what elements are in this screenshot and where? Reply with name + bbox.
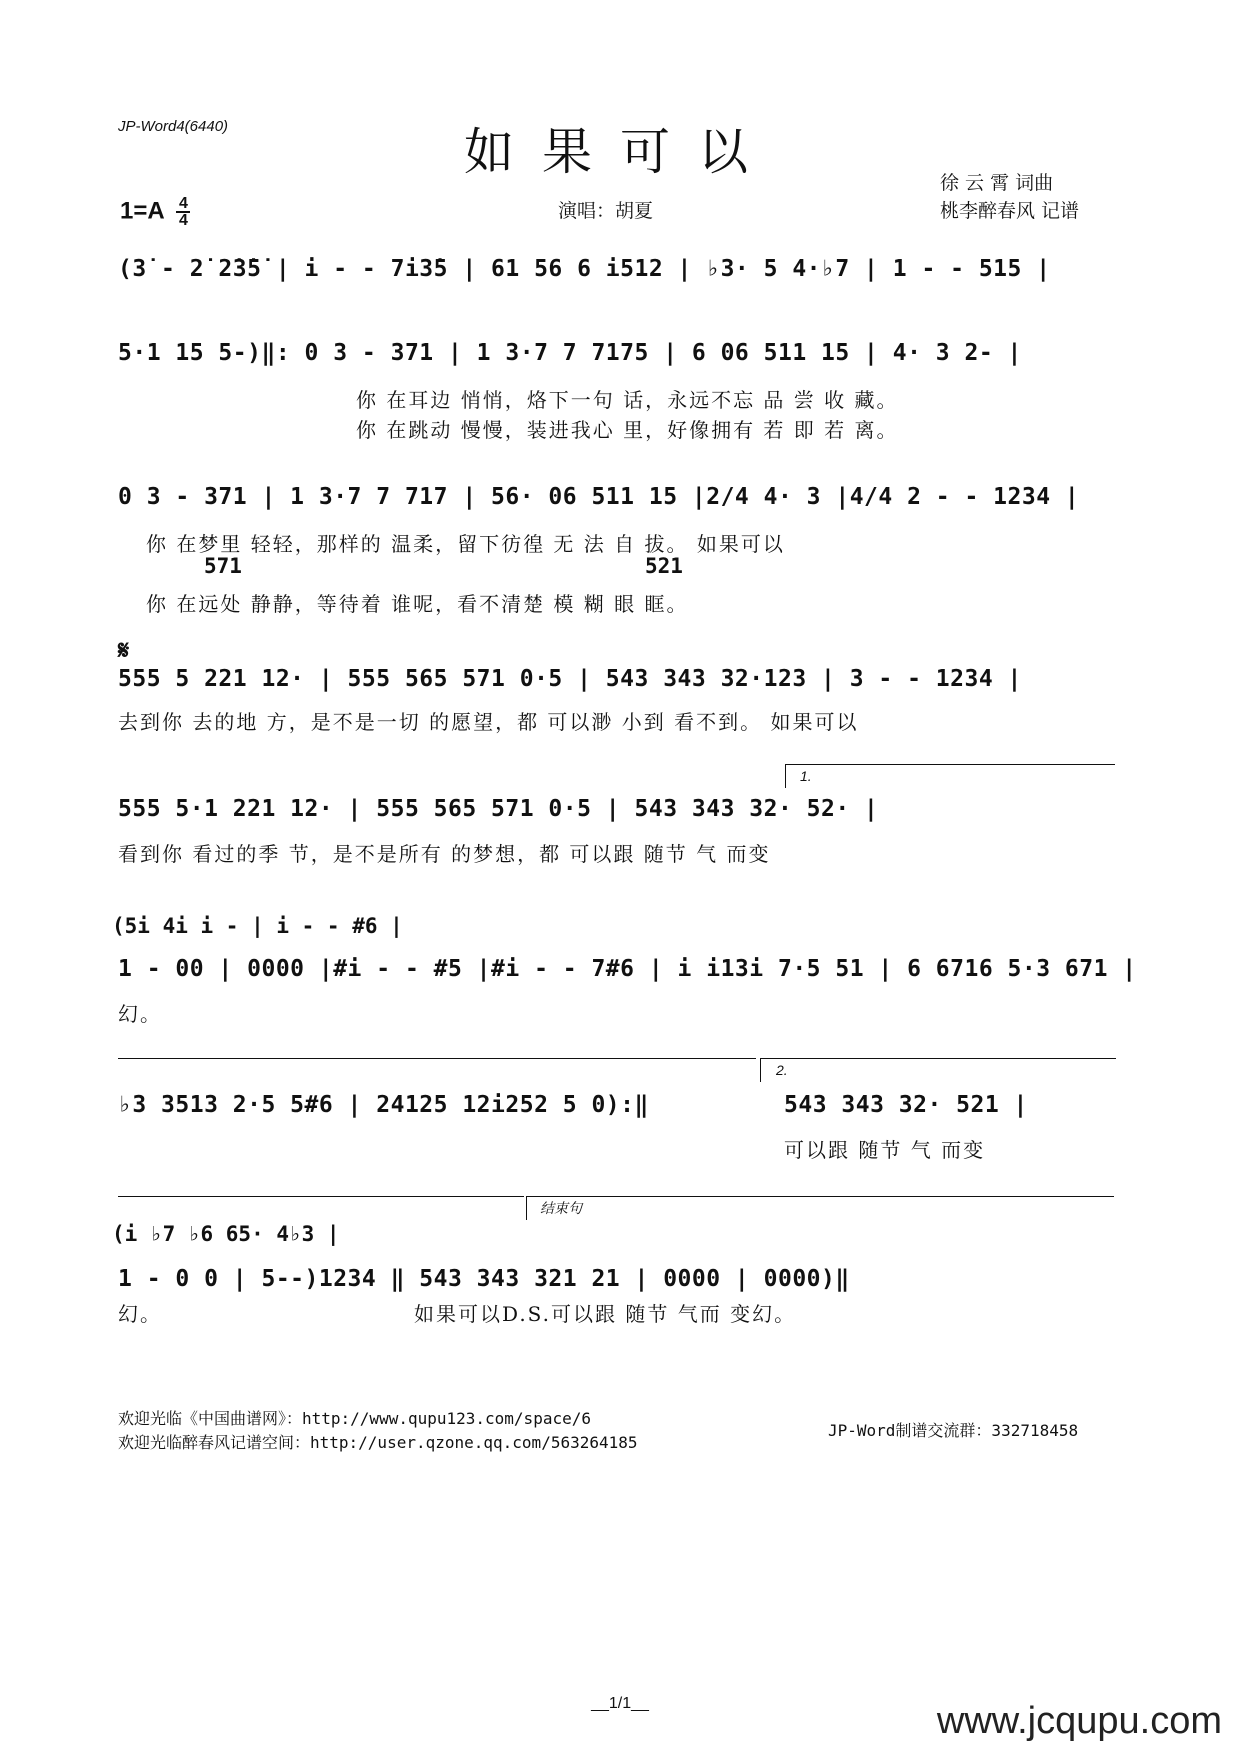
- lyric-line-3-verse-2: 你 在远处 静静，等待着 谁呢，看不清楚 模 糊 眼 眶。: [146, 592, 689, 616]
- ending-bracket: [526, 1196, 1114, 1197]
- score-line-6: 1 - 00 | 0000 |#i - - #5 |#i - - 7#6 | i i13i 7·5 51 | 6 6716 5·3 671 |: [118, 956, 1137, 982]
- score-line-4: 555 5 221 12· | 555 565 571 0·5 | 543 343 32·123 | 3 - - 1234 |: [118, 666, 1022, 692]
- lyric-line-4: 去到你 去的地 方，是不是一切 的愿望，都 可以渺 小到 看不到。 如果可以: [118, 710, 859, 734]
- score-line-3: 0 3 - 371 | 1 3·7 7 717 | 56· 06 511 15 |2/4 4· 3 |4/4 2 - - 1234 |: [118, 484, 1080, 510]
- alt-notes-1: 571: [204, 554, 242, 578]
- lyric-line-5: 看到你 看过的季 节，是不是所有 的梦想，都 可以跟 随节 气 而变: [118, 842, 771, 866]
- lyric-line-6: 幻。: [118, 1002, 162, 1026]
- footer-link-qupu[interactable]: 欢迎光临《中国曲谱网》：http://www.qupu123.com/space/6: [118, 1409, 591, 1428]
- page-number: __1/1__: [591, 1695, 649, 1712]
- segno-sign: 𝄋: [118, 636, 130, 666]
- score-line-7: ♭3 3513 2·5 5#6 | 24125 12i252 5 0):‖: [118, 1092, 649, 1118]
- score-line-7-ending: 543 343 32· 521 |: [784, 1092, 1028, 1118]
- ending-bracket-left: [526, 1196, 527, 1220]
- ending-label: 结束句: [540, 1200, 582, 1216]
- lyric-line-3-verse-1: 你 在梦里 轻轻，那样的 温柔，留下彷徨 无 法 自 拔。 如果可以: [146, 532, 785, 556]
- score-line-1: (3̇ - 2̇ 2̇3̇5̇ | i - - 7i3̇5 | 61 56 6 i512 | ♭3· 5 4·♭7 | 1 - - 515 |: [118, 256, 1051, 282]
- score-line-8-upper: (i ♭7 ♭6 65· 4♭3 |: [112, 1222, 340, 1246]
- alt-notes-2: 521: [645, 554, 683, 578]
- software-label: JP-Word4(6440): [118, 118, 229, 135]
- transcriber-credit: 桃李醉春风 记谱: [940, 200, 1080, 222]
- volta-1-label: 1.: [800, 768, 812, 784]
- key-signature: [120, 196, 190, 228]
- volta-2-bracket-cont: [118, 1196, 524, 1197]
- key-text: 1=A: [120, 197, 164, 225]
- score-line-6-upper: (5i 4i i - | i - - #6 |: [112, 914, 403, 938]
- lyric-line-8-b: 如果可以D.S.可以跟 随节 气而 变幻。: [414, 1302, 797, 1326]
- volta-1-bracket-left: [785, 764, 786, 788]
- footer-group: JP-Word制谱交流群：332718458: [828, 1421, 1079, 1440]
- footer-link-qzone[interactable]: 欢迎光临醉春风记谱空间：http://user.qzone.qq.com/563264185: [118, 1433, 638, 1452]
- time-signature: [176, 196, 190, 228]
- volta-2-bracket: [760, 1058, 1116, 1059]
- volta-2-bracket-left: [760, 1058, 761, 1082]
- volta-2-label: 2.: [776, 1062, 788, 1078]
- time-numerator: 4: [179, 195, 188, 212]
- volta-1-bracket-cont: [118, 1058, 756, 1059]
- lyric-line-7: 可以跟 随节 气 而变: [784, 1138, 986, 1162]
- song-title: 如果可以: [464, 123, 776, 181]
- score-line-8: 1 - 0 0 | 5--)1234 ‖ 543 343 321 21 | 0000 | 0000)‖: [118, 1266, 850, 1292]
- score-line-2: 5·1 15 5-)‖: 0 3 - 371 | 1 3·7 7 7175 | 6 06 511 15 | 4· 3 2- |: [118, 340, 1022, 366]
- lyric-line-2-verse-1: 你 在耳边 悄悄，烙下一句 话，永远不忘 品 尝 收 藏。: [356, 388, 899, 412]
- singer-credit: 演唱：胡夏: [558, 200, 654, 222]
- volta-1-bracket: [785, 764, 1115, 765]
- time-denominator: 4: [179, 212, 188, 229]
- score-line-5: 555 5·1 221 12· | 555 565 571 0·5 | 543 343 32· 52· |: [118, 796, 879, 822]
- lyric-line-2-verse-2: 你 在跳动 慢慢，装进我心 里，好像拥有 若 即 若 离。: [356, 418, 899, 442]
- lyricist-composer-credit: 徐 云 霄 词曲: [940, 172, 1054, 194]
- site-watermark: www.jcqupu.com: [936, 1700, 1222, 1742]
- lyric-line-8-a: 幻。: [118, 1302, 162, 1326]
